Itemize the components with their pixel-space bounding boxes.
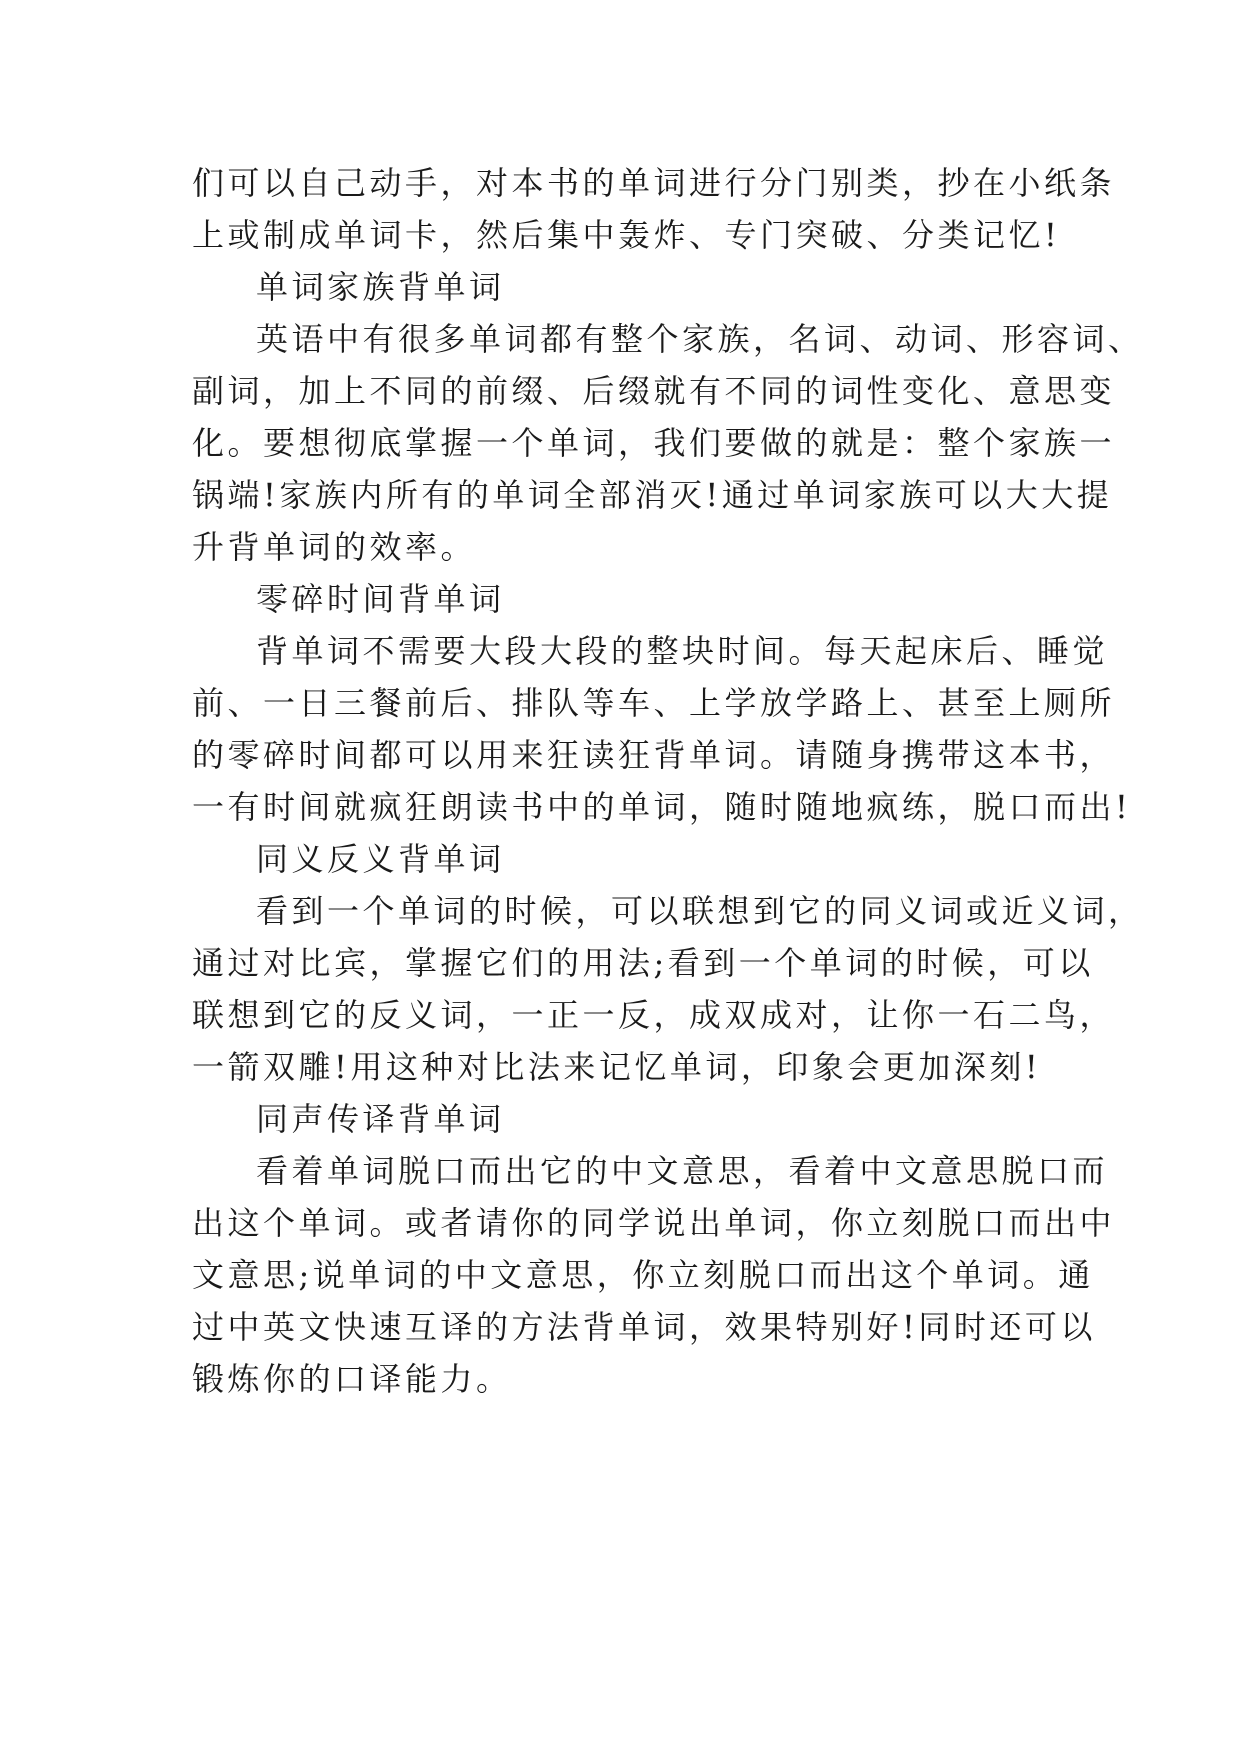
text-line: 锻炼你的口译能力。	[192, 1360, 512, 1398]
text-line: 出这个单词。或者请你的同学说出单词，你立刻脱口而出中	[192, 1204, 1116, 1242]
text-line: 过中英文快速互译的方法背单词，效果特别好!同时还可以	[192, 1308, 1096, 1346]
text-line: 上或制成单词卡，然后集中轰炸、专门突破、分类记忆!	[192, 216, 1061, 254]
text-line: 文意思;说单词的中文意思，你立刻脱口而出这个单词。通	[192, 1256, 1094, 1294]
text-line: 看着单词脱口而出它的中文意思，看着中文意思脱口而	[256, 1152, 1109, 1190]
text-line: 一箭双雕!用这种对比法来记忆单词，印象会更加深刻!	[192, 1048, 1042, 1086]
text-line: 联想到它的反义词，一正一反，成双成对，让你一石二鸟，	[192, 996, 1116, 1034]
section-heading: 单词家族背单词	[256, 268, 505, 306]
section-heading: 同义反义背单词	[256, 840, 505, 878]
text-line: 英语中有很多单词都有整个家族，名词、动词、形容词、	[256, 320, 1144, 358]
text-line: 们可以自己动手，对本书的单词进行分门别类，抄在小纸条	[192, 164, 1116, 202]
section-heading: 零碎时间背单词	[256, 580, 505, 618]
text-line: 看到一个单词的时候，可以联想到它的同义词或近义词，	[256, 892, 1144, 930]
text-line: 前、一日三餐前后、排队等车、上学放学路上、甚至上厕所	[192, 684, 1116, 722]
text-line: 通过对比宾，掌握它们的用法;看到一个单词的时候，可以	[192, 944, 1094, 982]
text-line: 锅端!家族内所有的单词全部消灭!通过单词家族可以大大提	[192, 476, 1113, 514]
text-line: 升背单词的效率。	[192, 528, 477, 566]
text-line: 一有时间就疯狂朗读书中的单词，随时随地疯练，脱口而出!	[192, 788, 1132, 826]
text-line: 副词，加上不同的前缀、后缀就有不同的词性变化、意思变	[192, 372, 1116, 410]
text-line: 背单词不需要大段大段的整块时间。每天起床后、睡觉	[256, 632, 1109, 670]
text-line: 化。要想彻底掌握一个单词，我们要做的就是：整个家族一	[192, 424, 1116, 462]
section-heading: 同声传译背单词	[256, 1100, 505, 1138]
text-line: 的零碎时间都可以用来狂读狂背单词。请随身携带这本书，	[192, 736, 1116, 774]
